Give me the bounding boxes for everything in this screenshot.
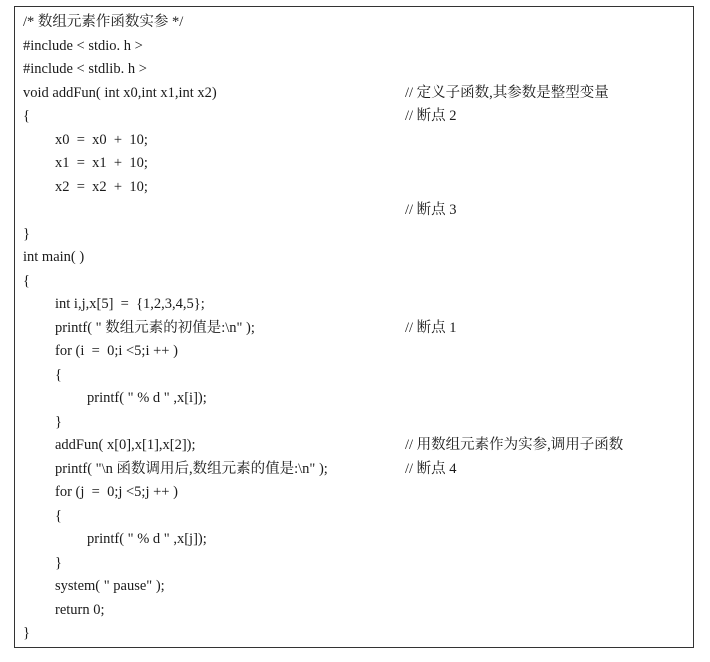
code-line bbox=[15, 269, 693, 293]
code-line bbox=[15, 386, 693, 410]
code-line bbox=[15, 222, 693, 246]
code-text: printf( " 数组元素的初值是:\n" ); bbox=[55, 319, 255, 336]
code-line bbox=[15, 128, 693, 152]
code-line bbox=[15, 527, 693, 551]
code-line bbox=[15, 81, 693, 105]
code-comment: // 断点 3 bbox=[405, 202, 457, 218]
code-text: } bbox=[55, 413, 62, 430]
code-text: for (i = 0;i <5;i ++ ) bbox=[55, 343, 178, 359]
code-text: printf( "\n 函数调用后,数组元素的值是:\n" ); bbox=[55, 460, 328, 477]
code-comment: // 用数组元素作为实参,调用子函数 bbox=[405, 437, 624, 453]
code-line bbox=[15, 104, 693, 128]
code-line bbox=[15, 198, 693, 222]
code-text: /* 数组元素作函数实参 */ bbox=[23, 14, 184, 30]
code-line bbox=[15, 151, 693, 175]
code-line bbox=[15, 480, 693, 504]
code-line bbox=[15, 457, 693, 481]
code-line bbox=[15, 574, 693, 598]
code-text: { bbox=[55, 366, 62, 383]
code-text: } bbox=[55, 554, 62, 571]
code-line bbox=[15, 621, 693, 645]
code-text: printf( " % d " ,x[i]); bbox=[87, 390, 207, 406]
code-line bbox=[15, 598, 693, 622]
code-text: x1 = x1 + 10; bbox=[55, 155, 148, 171]
code-line bbox=[15, 339, 693, 363]
code-line bbox=[15, 34, 693, 58]
code-line bbox=[15, 551, 693, 575]
code-text: int main( ) bbox=[23, 249, 85, 265]
code-comment: // 断点 1 bbox=[405, 319, 457, 336]
code-text: for (j = 0;j <5;j ++ ) bbox=[55, 484, 178, 500]
code-text: } bbox=[23, 225, 30, 242]
code-listing-box bbox=[14, 6, 694, 648]
code-line bbox=[15, 363, 693, 387]
code-text: system( " pause" ); bbox=[55, 578, 165, 594]
code-line bbox=[15, 57, 693, 81]
code-text: #include < stdio. h > bbox=[23, 37, 143, 54]
code-line bbox=[15, 433, 693, 457]
code-text: } bbox=[23, 625, 30, 641]
code-text: { bbox=[55, 507, 62, 524]
code-text: void addFun( int x0,int x1,int x2) bbox=[23, 84, 217, 101]
code-line bbox=[15, 292, 693, 316]
code-text: return 0; bbox=[55, 601, 105, 618]
code-comment: // 断点 2 bbox=[405, 108, 457, 124]
code-text: { bbox=[23, 272, 30, 289]
code-text: x2 = x2 + 10; bbox=[55, 178, 148, 195]
code-line bbox=[15, 10, 693, 34]
code-line bbox=[15, 504, 693, 528]
code-line bbox=[15, 410, 693, 434]
code-text: x0 = x0 + 10; bbox=[55, 131, 148, 148]
code-line bbox=[15, 245, 693, 269]
code-text: #include < stdlib. h > bbox=[23, 61, 147, 77]
code-text: printf( " % d " ,x[j]); bbox=[87, 531, 207, 547]
code-text: int i,j,x[5] = {1,2,3,4,5}; bbox=[55, 296, 205, 312]
code-line bbox=[15, 175, 693, 199]
code-line bbox=[15, 316, 693, 340]
code-comment: // 定义子函数,其参数是整型变量 bbox=[405, 84, 609, 101]
code-comment: // 断点 4 bbox=[405, 460, 457, 477]
code-text: { bbox=[23, 108, 30, 124]
code-text: addFun( x[0],x[1],x[2]); bbox=[55, 437, 196, 453]
